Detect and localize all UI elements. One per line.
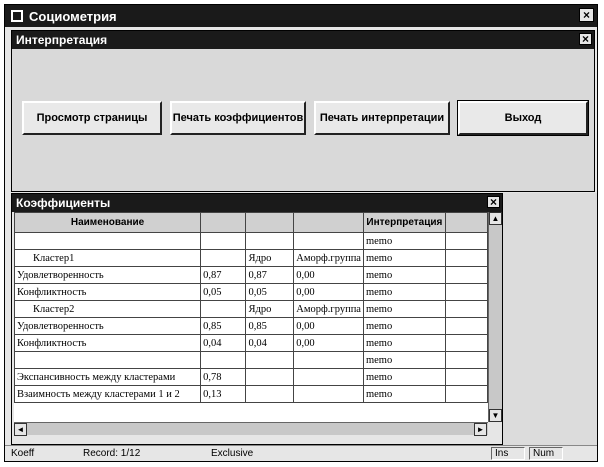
table-cell[interactable]: Кластер2 <box>15 301 201 318</box>
status-mode: Exclusive <box>211 448 254 459</box>
app-titlebar[interactable] <box>5 5 597 27</box>
table-cell[interactable]: Конфликтность <box>15 335 201 352</box>
table-row[interactable] <box>15 250 488 267</box>
column-header[interactable]: Интерпретация <box>363 213 445 233</box>
table-cell[interactable]: 0,05 <box>201 284 246 301</box>
table-cell[interactable]: 0,13 <box>201 386 246 403</box>
statusbar <box>5 445 597 461</box>
table-row[interactable] <box>15 386 488 403</box>
table-cell[interactable] <box>201 233 246 250</box>
scroll-left-icon[interactable]: ◄ <box>14 423 27 436</box>
table-row[interactable] <box>15 369 488 386</box>
table-row[interactable] <box>15 335 488 352</box>
scroll-up-icon[interactable]: ▲ <box>489 212 502 225</box>
interpretation-titlebar[interactable] <box>12 31 594 49</box>
table-cell[interactable] <box>294 233 364 250</box>
table-cell[interactable] <box>445 386 487 403</box>
table-cell[interactable]: 0,78 <box>201 369 246 386</box>
table-cell[interactable]: Кластер1 <box>15 250 201 267</box>
table-cell[interactable] <box>246 233 294 250</box>
coefficients-title: Коэффициенты <box>16 196 111 210</box>
scroll-down-icon[interactable]: ▼ <box>489 409 502 422</box>
table-cell[interactable]: 0,05 <box>246 284 294 301</box>
table-cell[interactable]: memo <box>363 250 445 267</box>
horizontal-scrollbar[interactable] <box>14 422 488 435</box>
column-header[interactable] <box>246 213 294 233</box>
table-cell[interactable]: Экспансивность между кластерами <box>15 369 201 386</box>
column-header[interactable] <box>201 213 246 233</box>
table-cell[interactable]: memo <box>363 352 445 369</box>
status-ins: Ins <box>491 447 525 460</box>
table-cell[interactable]: Взаимность между кластерами 1 и 2 <box>15 386 201 403</box>
coefficients-window <box>11 193 503 445</box>
table-cell[interactable]: memo <box>363 284 445 301</box>
grid-header-row <box>15 213 488 233</box>
column-header[interactable] <box>445 213 487 233</box>
table-cell[interactable] <box>246 386 294 403</box>
table-cell[interactable]: 0,85 <box>201 318 246 335</box>
app-close-button[interactable]: × <box>579 8 594 22</box>
table-cell[interactable] <box>445 233 487 250</box>
table-cell[interactable] <box>445 267 487 284</box>
table-cell[interactable]: 0,04 <box>246 335 294 352</box>
table-cell[interactable] <box>445 369 487 386</box>
column-header[interactable] <box>294 213 364 233</box>
status-table: Koeff <box>11 448 35 459</box>
table-cell[interactable]: Удовлетворенность <box>15 318 201 335</box>
table-cell[interactable]: Ядро <box>246 301 294 318</box>
table-cell[interactable]: Удовлетворенность <box>15 267 201 284</box>
main-window <box>4 4 598 462</box>
table-cell[interactable]: memo <box>363 267 445 284</box>
table-cell[interactable] <box>445 301 487 318</box>
status-record: Record: 1/12 <box>83 448 141 459</box>
table-cell[interactable] <box>445 335 487 352</box>
workspace-background <box>503 193 597 445</box>
interpretation-window <box>11 30 595 192</box>
table-cell[interactable]: memo <box>363 386 445 403</box>
app-title: Социометрия <box>29 8 117 24</box>
coefficients-titlebar[interactable] <box>12 194 502 212</box>
exit-button[interactable]: Выход <box>458 101 588 135</box>
table-cell[interactable] <box>201 301 246 318</box>
table-cell[interactable]: memo <box>363 301 445 318</box>
table-cell[interactable] <box>201 352 246 369</box>
interpretation-title: Интерпретация <box>16 33 108 47</box>
coefficients-close-button[interactable]: × <box>487 196 500 208</box>
table-cell[interactable] <box>15 352 201 369</box>
table-cell[interactable] <box>445 250 487 267</box>
interpretation-close-button[interactable]: × <box>579 33 592 45</box>
vertical-scrollbar[interactable] <box>488 212 502 422</box>
app-icon <box>11 10 23 22</box>
coefficients-grid[interactable] <box>14 212 488 422</box>
table-row[interactable] <box>15 284 488 301</box>
table-cell[interactable]: 0,00 <box>294 267 364 284</box>
table-cell[interactable] <box>15 233 201 250</box>
table-cell[interactable] <box>294 352 364 369</box>
table-cell[interactable]: 0,85 <box>246 318 294 335</box>
table-cell[interactable]: memo <box>363 335 445 352</box>
table-cell[interactable]: Аморф.группа <box>294 301 364 318</box>
table-row[interactable] <box>15 318 488 335</box>
table-cell[interactable] <box>445 352 487 369</box>
table-cell[interactable] <box>246 369 294 386</box>
table-cell[interactable] <box>294 369 364 386</box>
table-cell[interactable]: 0,87 <box>246 267 294 284</box>
table-cell[interactable]: Конфликтность <box>15 284 201 301</box>
table-cell[interactable]: memo <box>363 233 445 250</box>
print-coefficients-button[interactable]: Печать коэффициентов <box>170 101 306 135</box>
table-cell[interactable]: 0,00 <box>294 318 364 335</box>
column-header[interactable]: Наименование <box>15 213 201 233</box>
table-cell[interactable] <box>445 284 487 301</box>
table-cell[interactable]: 0,00 <box>294 284 364 301</box>
table-cell[interactable]: 0,00 <box>294 335 364 352</box>
table-cell[interactable] <box>294 386 364 403</box>
table-cell[interactable] <box>246 352 294 369</box>
table-cell[interactable]: memo <box>363 369 445 386</box>
scroll-right-icon[interactable]: ► <box>474 423 487 436</box>
status-num: Num <box>529 447 563 460</box>
table-cell[interactable] <box>445 318 487 335</box>
preview-page-button[interactable]: Просмотр страницы <box>22 101 162 135</box>
table-cell[interactable]: 0,87 <box>201 267 246 284</box>
print-interpretation-button[interactable]: Печать интерпретации <box>314 101 450 135</box>
table-cell[interactable]: Аморф.группа <box>294 250 364 267</box>
table-cell[interactable]: 0,04 <box>201 335 246 352</box>
table-row[interactable] <box>15 301 488 318</box>
table-row[interactable] <box>15 352 488 369</box>
table-cell[interactable]: memo <box>363 318 445 335</box>
table-row[interactable] <box>15 267 488 284</box>
table-cell[interactable]: Ядро <box>246 250 294 267</box>
table-cell[interactable] <box>201 250 246 267</box>
table-row[interactable] <box>15 233 488 250</box>
